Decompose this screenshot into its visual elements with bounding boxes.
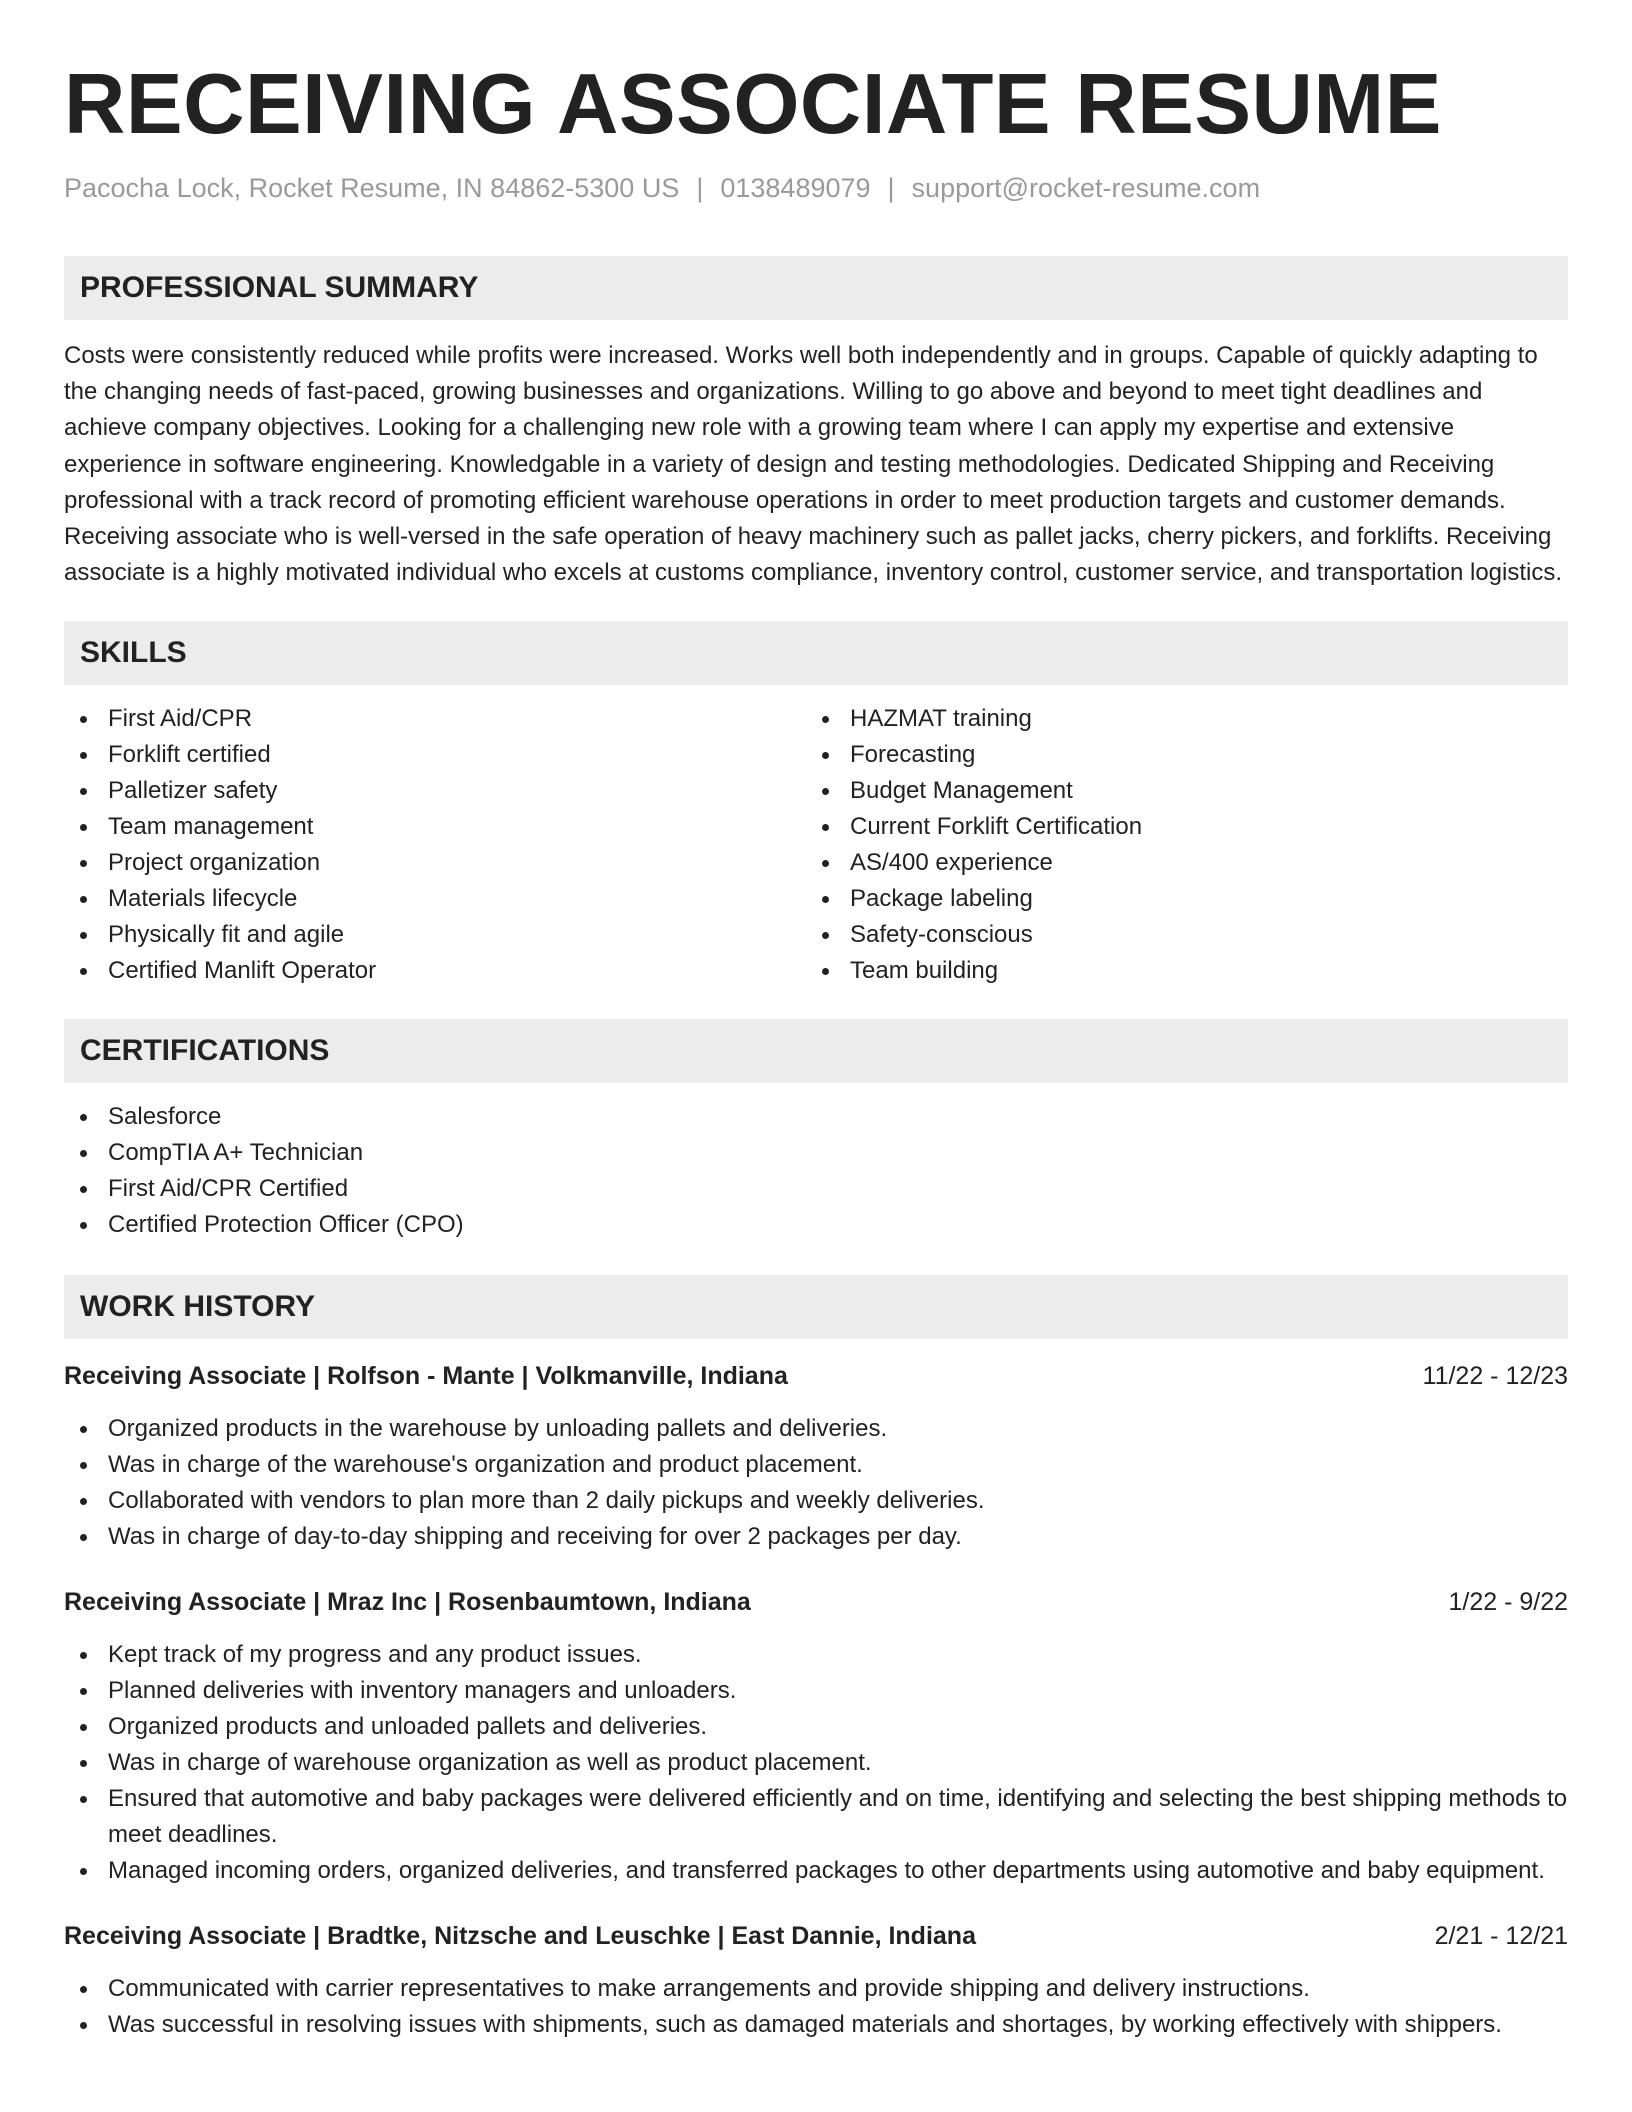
job-entry xyxy=(64,1359,1568,1555)
section-header-skills: SKILLS xyxy=(64,621,1568,685)
job-bullet: Was in charge of the warehouse's organization and product placement. xyxy=(64,1447,1568,1483)
section-header-certifications: CERTIFICATIONS xyxy=(64,1019,1568,1083)
job-bullet: Communicated with carrier representatives to make arrangements and provide shipping and delivery instructions. xyxy=(64,1971,1568,2007)
certification-item: Certified Protection Officer (CPO) xyxy=(64,1207,1568,1243)
job-heading: Receiving Associate | Bradtke, Nitzsche and Leuschke | East Dannie, Indiana xyxy=(64,1922,976,1951)
job-bullet: Was in charge of day-to-day shipping and receiving for over 2 packages per day. xyxy=(64,1519,1568,1555)
job-entry xyxy=(64,1919,1568,2043)
job-bullet: Managed incoming orders, organized deliveries, and transferred packages to other departments using automotive and baby equipment. xyxy=(64,1853,1568,1889)
job-header xyxy=(64,1359,1568,1393)
contact-line xyxy=(64,170,1568,206)
job-bullet: Was successful in resolving issues with shipments, such as damaged materials and shortages, by working effectively with shippers. xyxy=(64,2007,1568,2043)
skills-list-right xyxy=(806,701,1548,989)
certification-item: Salesforce xyxy=(64,1099,1568,1135)
job-bullet: Ensured that automotive and baby packages were delivered efficiently and on time, identifying and selecting the best shipping methods to meet deadlines. xyxy=(64,1781,1568,1853)
section-header-work-history: WORK HISTORY xyxy=(64,1275,1568,1339)
skill-item: First Aid/CPR xyxy=(64,701,806,737)
summary-text: Costs were consistently reduced while profits were increased. Works well both independently and in groups. Capable of quickly adapting to the changing needs of fast-paced, growing businesses and organizations. Willing to go above and beyond to meet tight deadlines and achieve company objectives. Looking for a challenging new role with a growing team where I can apply my expertise and extensive experience in software engineering. Knowledgable in a variety of design and testing methodologies. Dedicated Shipping and Receiving professional with a track record of promoting efficient warehouse operations in order to meet production targets and customer demands. Receiving associate who is well-versed in the safe operation of heavy machinery such as pallet jacks, cherry pickers, and forklifts. Receiving associate is a highly motivated individual who excels at customs compliance, inventory control, customer service, and transportation logistics. xyxy=(64,342,1563,587)
job-dates: 11/22 - 12/23 xyxy=(1422,1362,1568,1391)
skills-grid xyxy=(64,701,1568,989)
skill-item: Forecasting xyxy=(806,737,1548,773)
job-bullet: Planned deliveries with inventory managers and unloaders. xyxy=(64,1673,1568,1709)
resume-title: RECEIVING ASSOCIATE RESUME xyxy=(64,57,1442,152)
skill-item: Physically fit and agile xyxy=(64,917,806,953)
skill-item: Project organization xyxy=(64,845,806,881)
skill-item: Budget Management xyxy=(806,773,1548,809)
contact-email: support@rocket-resume.com xyxy=(911,173,1261,203)
skill-item: Safety-conscious xyxy=(806,917,1548,953)
job-header xyxy=(64,1585,1568,1619)
skill-item: AS/400 experience xyxy=(806,845,1548,881)
skill-item: Team building xyxy=(806,953,1548,989)
contact-separator: | xyxy=(887,173,895,203)
skill-item: Materials lifecycle xyxy=(64,881,806,917)
certification-item: CompTIA A+ Technician xyxy=(64,1135,1568,1171)
job-bullet: Was in charge of warehouse organization as well as product placement. xyxy=(64,1745,1568,1781)
skills-list-left xyxy=(64,701,806,989)
skill-item: Current Forklift Certification xyxy=(806,809,1548,845)
skill-item: Package labeling xyxy=(806,881,1548,917)
job-header xyxy=(64,1919,1568,1953)
contact-phone: 0138489079 xyxy=(720,173,871,203)
job-bullet-list xyxy=(64,1971,1568,2043)
job-bullet: Organized products and unloaded pallets and deliveries. xyxy=(64,1709,1568,1745)
job-bullet-list xyxy=(64,1637,1568,1889)
job-heading: Receiving Associate | Rolfson - Mante | Volkmanville, Indiana xyxy=(64,1362,788,1391)
resume-page xyxy=(64,0,1568,2112)
section-header-summary: PROFESSIONAL SUMMARY xyxy=(64,256,1568,320)
job-bullet: Collaborated with vendors to plan more than 2 daily pickups and weekly deliveries. xyxy=(64,1483,1568,1519)
job-dates: 2/21 - 12/21 xyxy=(1434,1922,1568,1951)
job-bullet: Organized products in the warehouse by unloading pallets and deliveries. xyxy=(64,1411,1568,1447)
skill-item: Forklift certified xyxy=(64,737,806,773)
skill-item: Palletizer safety xyxy=(64,773,806,809)
job-bullet-list xyxy=(64,1411,1568,1555)
skill-item: HAZMAT training xyxy=(806,701,1548,737)
contact-separator: | xyxy=(696,173,704,203)
skill-item: Certified Manlift Operator xyxy=(64,953,806,989)
certification-item: First Aid/CPR Certified xyxy=(64,1171,1568,1207)
job-heading: Receiving Associate | Mraz Inc | Rosenbaumtown, Indiana xyxy=(64,1588,751,1617)
job-dates: 1/22 - 9/22 xyxy=(1448,1588,1568,1617)
contact-address: Pacocha Lock, Rocket Resume, IN 84862-5300 US xyxy=(64,173,680,203)
job-bullet: Kept track of my progress and any product issues. xyxy=(64,1637,1568,1673)
certifications-list xyxy=(64,1099,1568,1243)
job-entry xyxy=(64,1585,1568,1889)
skill-item: Team management xyxy=(64,809,806,845)
